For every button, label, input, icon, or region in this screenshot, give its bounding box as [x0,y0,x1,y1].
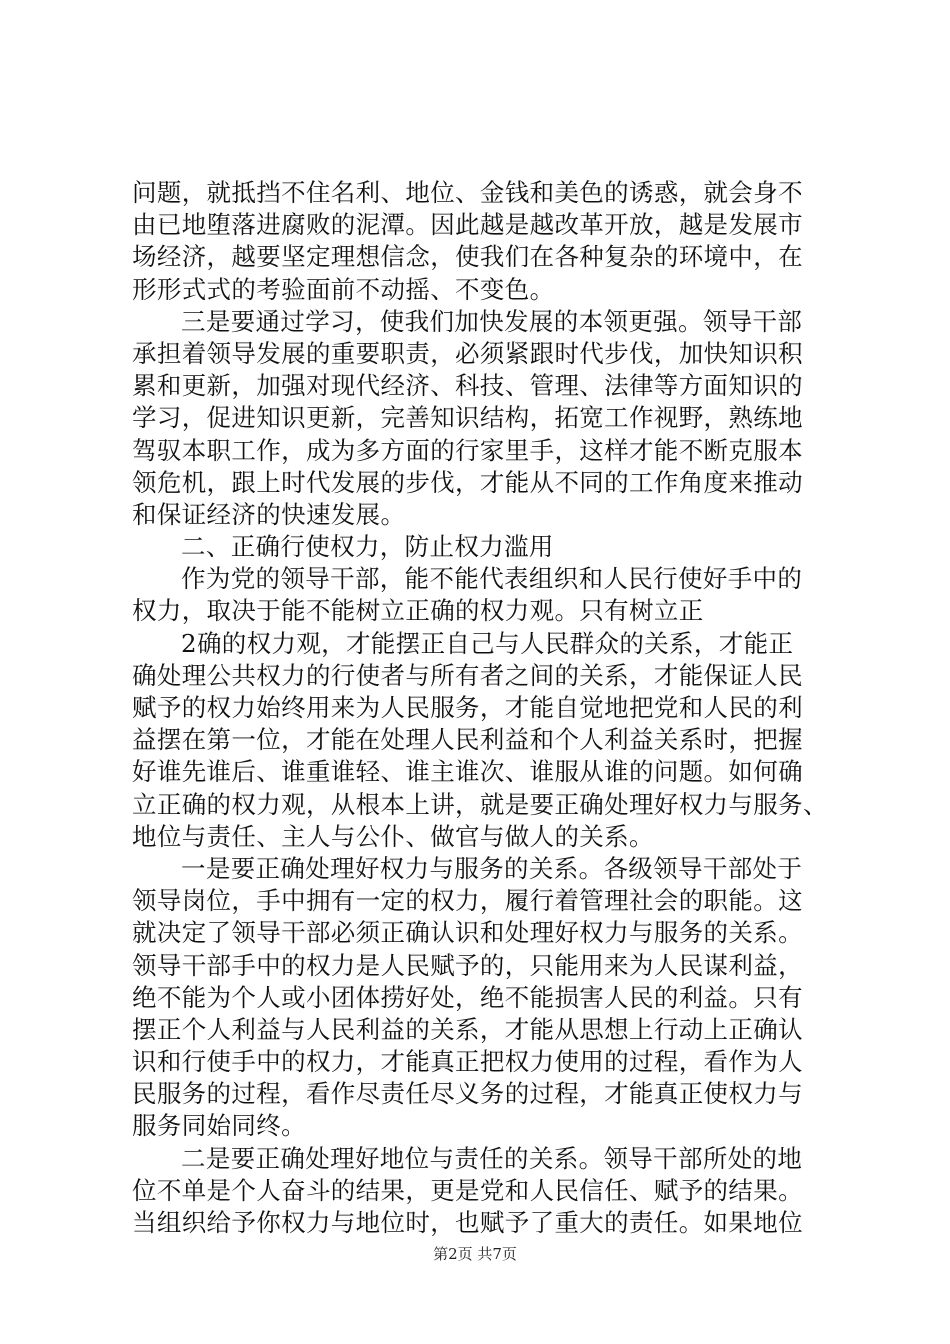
text-line: 确处理公共权力的行使者与所有者之间的关系，才能保证人民 [132,660,803,690]
paragraph-start-line: 2确的权力观，才能摆正自己与人民群众的关系，才能正 [181,628,794,658]
paragraph-start-line: 作为党的领导干部，能不能代表组织和人民行使好手中的 [181,564,803,594]
paragraph-start-line: 二是要正确处理好地位与责任的关系。领导干部所处的地 [181,1143,803,1173]
text-line: 形形式式的考验面前不动摇、不变色。 [132,274,555,304]
text-line: 地位与责任、主人与公仆、做官与做人的关系。 [132,821,654,851]
body-text [132,177,832,1239]
text-line: 立正确的权力观，从根本上讲，就是要正确处理好权力与服务、 [132,789,828,819]
text-line: 权力，取决于能不能树立正确的权力观。只有树立正 [132,596,704,626]
paragraph-start-line: 一是要正确处理好权力与服务的关系。各级领导干部处于 [181,853,803,883]
text-line: 场经济，越要坚定理想信念，使我们在各种复杂的环境中，在 [132,242,803,272]
text-line: 由已地堕落进腐败的泥潭。因此越是越改革开放，越是发展市 [132,210,803,240]
text-line: 绝不能为个人或小团体捞好处，绝不能损害人民的利益。只有 [132,982,803,1012]
text-line: 摆正个人利益与人民利益的关系，才能从思想上行动上正确认 [132,1014,803,1044]
text-line: 好谁先谁后、谁重谁轻、谁主谁次、谁服从谁的问题。如何确 [132,757,803,787]
text-line: 承担着领导发展的重要职责，必须紧跟时代步伐，加快知识积 [132,338,803,368]
text-line: 民服务的过程，看作尽责任尽义务的过程，才能真正使权力与 [132,1079,803,1109]
section-heading: 二、正确行使权力，防止权力滥用 [181,532,554,562]
paragraph-start-line: 三是要通过学习，使我们加快发展的本领更强。领导干部 [181,306,803,336]
text-line: 位不单是个人奋斗的结果，更是党和人民信任、赋予的结果。 [132,1175,803,1205]
text-line: 赋予的权力始终用来为人民服务，才能自觉地把党和人民的利 [132,693,803,722]
text-line: 累和更新，加强对现代经济、科技、管理、法律等方面知识的 [132,371,803,401]
text-line: 领危机，跟上时代发展的步伐，才能从不同的工作角度来推动 [132,467,803,497]
page-number-footer: 第2页 共7页 [433,1245,517,1263]
text-line: 就决定了领导干部必须正确认识和处理好权力与服务的关系。 [132,918,803,948]
text-line: 问题，就抵挡不住名利、地位、金钱和美色的诱惑，就会身不 [132,178,803,207]
text-line: 当组织给予你权力与地位时，也赋予了重大的责任。如果地位 [132,1208,803,1237]
text-line: 驾驭本职工作，成为多方面的行家里手，这样才能不断克服本 [132,435,803,465]
text-line: 领导岗位，手中拥有一定的权力，履行着管理社会的职能。这 [132,886,803,916]
text-line: 学习，促进知识更新，完善知识结构，拓宽工作视野，熟练地 [132,403,803,433]
text-line: 和保证经济的快速发展。 [132,499,406,529]
text-line: 领导干部手中的权力是人民赋予的，只能用来为人民谋利益， [132,950,803,980]
text-line: 识和行使手中的权力，才能真正把权力使用的过程，看作为人 [132,1047,803,1077]
text-line: 益摆在第一位，才能在处理人民利益和个人利益关系时，把握 [132,725,803,755]
text-line: 服务同始同终。 [132,1111,306,1141]
